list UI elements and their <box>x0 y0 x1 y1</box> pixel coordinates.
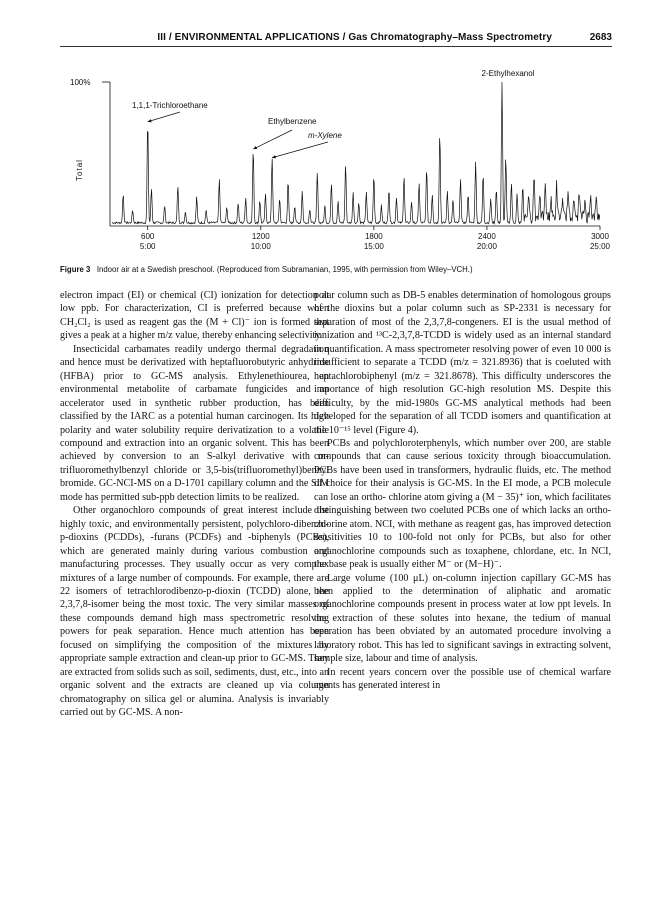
header-rule <box>60 46 612 47</box>
x-tick-label-scan: 1800 <box>364 232 383 241</box>
x-tick-label-time: 15:00 <box>363 242 384 251</box>
figure-caption <box>60 264 612 275</box>
body-column-right <box>314 289 611 693</box>
x-tick-label-time: 10:00 <box>250 242 271 251</box>
peak-pointer <box>148 112 180 122</box>
x-tick-label-time: 5:00 <box>139 242 156 251</box>
peak-label: m-Xylene <box>308 131 342 140</box>
peak-pointer <box>253 130 292 149</box>
peak-annotations <box>132 69 535 158</box>
peak-label: 2-Ethylhexanol <box>481 69 535 78</box>
x-tick-label-time: 20:00 <box>476 242 497 251</box>
page-number: 2683 <box>589 32 612 43</box>
peak-pointer <box>272 142 328 158</box>
figure-chromatogram <box>60 60 612 270</box>
peak-label: 1,1,1-Trichloroethane <box>132 101 208 110</box>
right-paragraph-1: polar column such as DB-5 enables determination of homologous groups of the dioxins but a polar column such as SP-2331 is necessary for separation of most of the 2,3,7,8-congeners. EI is the usual method of ionization and ¹³C-2,3,7,8-TCDD is widely used as an internal standard in quantification. A mass spectrometer resolving power of even 10 000 is insufficient to separate a TCDD (m/z = 321.8936) that is coeluted with heptachlorobiphenyl (m/z = 321.8678). This difficulty underscores the importance of high resolution GC-high resolution MS. Despite this difficulty, by the mid-1980s GC-MS analytical methods had been developed for the separation of all TCDD isomers and quantification at the 10⁻¹⁵ level (Figure 4). <box>314 290 611 436</box>
caption-label: Figure 3 <box>60 265 91 274</box>
chromatogram-chart <box>60 60 612 260</box>
peak-label: Ethylbenzene <box>268 117 317 126</box>
right-paragraph-4: In recent years concern over the possible use of chemical warfare agents has generated interest in <box>314 666 611 692</box>
caption-text: Indoor air at a Swedish preschool. (Reproduced from Subramanian, 1995, with permission from Wiley–VCH.) <box>96 265 473 274</box>
left-paragraph-2: Insecticidal carbamates readily undergo thermal degradation and hence must be derivatized with heptafluorobutyric anhydride (HFBA) prior to GC-MS analysis. Ethylenethiourea, an environmental metabolite of carbamate fungicides and an accelerator used in synthetic rubber production, has been classified by the IARC as a potential human carcinogen. Its high polarity and water solubility require derivatization to a volatile compound and extraction into an organic solvent. This has been achieved by conversion to an S-alkyl derivative with m-trifluoromethylbenzyl chloride or 3,5-bis(trifluoromethyl)benzyl bromide. GC-NCI-MS on a D-1701 capillary column and the SIM mode has permitted sub-ppb detection limits to be realized. <box>60 343 329 503</box>
x-tick-label-scan: 600 <box>141 232 155 241</box>
x-tick-label-scan: 1200 <box>251 232 270 241</box>
left-paragraph-3: Other organochloro compounds of great interest include the highly toxic, and environmentally persistent, polychloro-dibenzo-p-dioxins (PCDDs), -furans (PCDFs) and -biphenyls (PCBs), which are generated mainly during various combustion and manufacturing processes. They usually occur as very complex mixtures of a large number of compounds. For example, there are 22 isomers of tetrachlorodibenzo-p-dioxin (TCDD) alone, the 2,3,7,8-isomer being the most toxic. The very similar masses of these compounds demand high mass spectrometric resolving powers for peak separation. Hence much attention has been focused on simplifying the composition of the mixtures by appropriate sample extraction and clean-up prior to GC-MS. They are extracted from solids such as soil, sediments, dust, etc., into an organic solvent and the extracts are cleaned up via column chromatography on silica gel or alumina. Analysis is invariably carried out by GC-MS. A non- <box>60 505 329 719</box>
right-paragraph-2: PCBs and polychloroterphenyls, which number over 200, are stable compounds that can cause serious toxicity through bioaccumulation. PCBs have been used in transformers, hydraulic fluids, etc. The method of choice for their analysis is GC-MS. In the EI mode, a PCB molecule can lose an ortho- chlorine atom giving a (M − 35)⁺ ion, which facilitates distinguishing between two coeluted PCBs one of which lacks an ortho-chlorine atom. NCI, with methane as reagent gas, has improved detection sensitivities 10 to 100-fold not only for PCBs, but also for other organochlorine compounds such as toxaphene, chlordane, etc. In NCI, the base peak is usually either M⁻ or (M−H)⁻. <box>314 437 611 571</box>
running-title: III / ENVIRONMENTAL APPLICATIONS / Gas Chromatography–Mass Spectrometry <box>157 32 552 43</box>
right-paragraph-3: Large volume (100 μL) on-column injection capillary GC-MS has been applied to the determination of aliphatic and aromatic organochlorine compounds present in process water at low ppt levels. In the extraction of these solutes into hexane, the tedium of manual operation has been obviated by an automated procedure involving a laboratory robot. This has led to significant savings in extracting solvent, sample size, labour and time of analysis. <box>314 572 611 665</box>
body-column-left <box>60 289 329 720</box>
running-header <box>60 30 612 46</box>
y-axis-label: Total <box>75 159 84 181</box>
x-tick-label-time: 25:00 <box>589 242 611 251</box>
y-axis-100-label: 100% <box>70 78 91 87</box>
x-axis-ticks <box>140 226 611 251</box>
x-tick-label-scan: 2400 <box>478 232 496 241</box>
x-tick-label-scan: 3000 <box>591 232 609 241</box>
left-paragraph-1: electron impact (EI) or chemical (CI) ionization for detection at low ppb. For characterization, CI is preferred because when CH₂Cl₂ is used as reagent gas the (M + Cl)⁻ ion is formed that gives a peak at a higher m/z value, thereby enhancing selectivity. <box>60 290 329 342</box>
